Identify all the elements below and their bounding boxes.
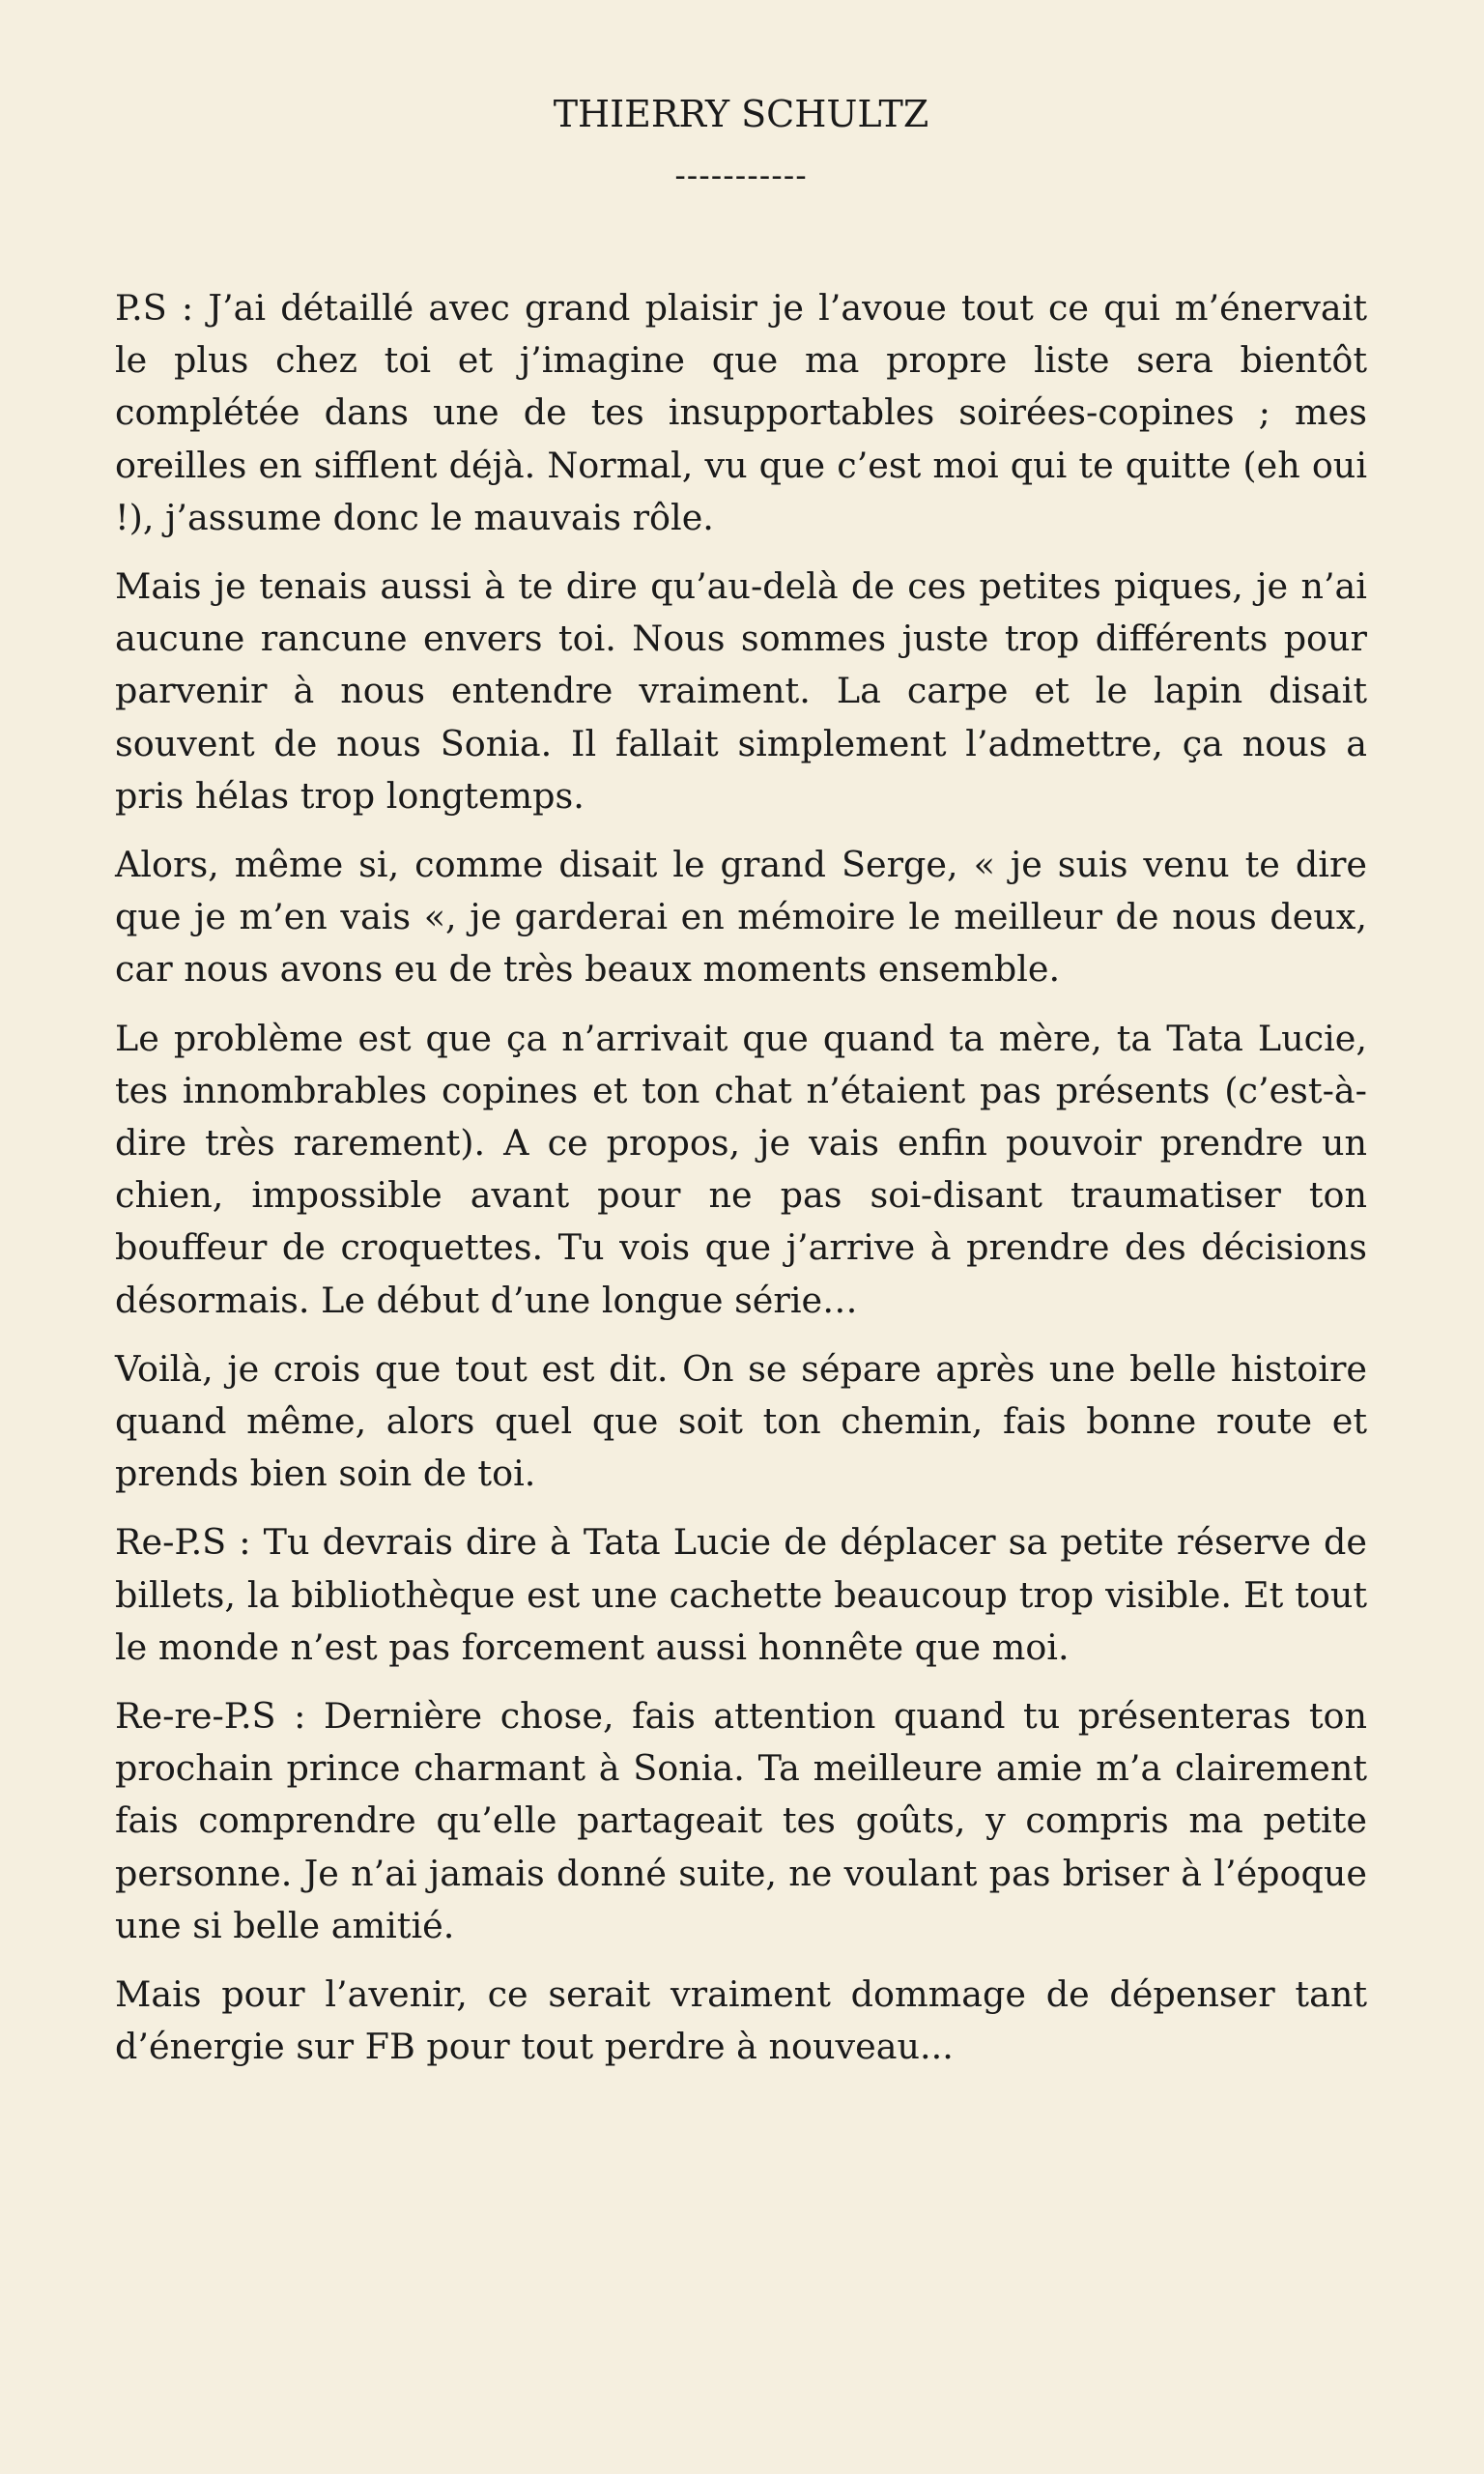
paragraph: Voilà, je crois que tout est dit. On se sépare après une belle histoire quand même, alors quel que soit ton chemin, fais bonne route et prends bien soin de toi. [115, 1347, 1367, 1495]
paragraph: Re-re-P.S : Dernière chose, fais attention quand tu présenteras ton prochain prince charmant à Sonia. Ta meilleure amie m’a clairement fais comprendre qu’elle partageait tes goûts, y compris ma petite personne. Je n’ai jamais donné suite, ne voulant pas briser à l’époque une si belle amitié. [115, 1695, 1367, 1946]
header-separator: ----------- [674, 157, 808, 195]
paragraph: Alors, même si, comme disait le grand Serge, « je suis venu te dire que je m’en vais «, je garderai en mémoire le meilleur de nous deux, car nous avons eu de très beaux moments ensemble. [115, 844, 1367, 991]
body-text [115, 282, 1367, 2090]
paragraph: Le problème est que ça n’arrivait que quand ta mère, ta Tata Lucie, tes innombrables copines et ton chat n’étaient pas présents (c’est-à-dire très rarement). A ce propos, je vais enfin pouvoir prendre un chien, impossible avant pour ne pas soi-disant traumatiser ton bouffeur de croquettes. Tu vois que j’arrive à prendre des décisions désormais. Le début d’une longue série… [115, 1017, 1367, 1321]
paragraph: Re-P.S : Tu devrais dire à Tata Lucie de déplacer sa petite réserve de billets, la bibliothèque est une cachette beaucoup trop visible. Et tout le monde n’est pas forcement aussi honnête que moi. [115, 1521, 1367, 1668]
paragraph: Mais pour l’avenir, ce serait vraiment dommage de dépenser tant d’énergie sur FB pour tout perdre à nouveau... [115, 1973, 1367, 2068]
running-header-author: THIERRY SCHULTZ [553, 93, 929, 135]
paragraph: Mais je tenais aussi à te dire qu’au-delà de ces petites piques, je n’ai aucune rancune envers toi. Nous sommes juste trop différents pour parvenir à nous entendre vraiment. La carpe et le lapin disait souvent de nous Sonia. Il fallait simplement l’admettre, ça nous a pris hélas trop longtemps. [115, 565, 1367, 817]
paragraph: P.S : J’ai détaillé avec grand plaisir je l’avoue tout ce qui m’énervait le plus chez toi et j’imagine que ma propre liste sera bientôt complétée dans une de tes insupportables soirées-copines ; mes oreilles en sifflent déjà. Normal, vu que c’est moi qui te quitte (eh oui !), j’assume donc le mauvais rôle. [115, 287, 1367, 538]
